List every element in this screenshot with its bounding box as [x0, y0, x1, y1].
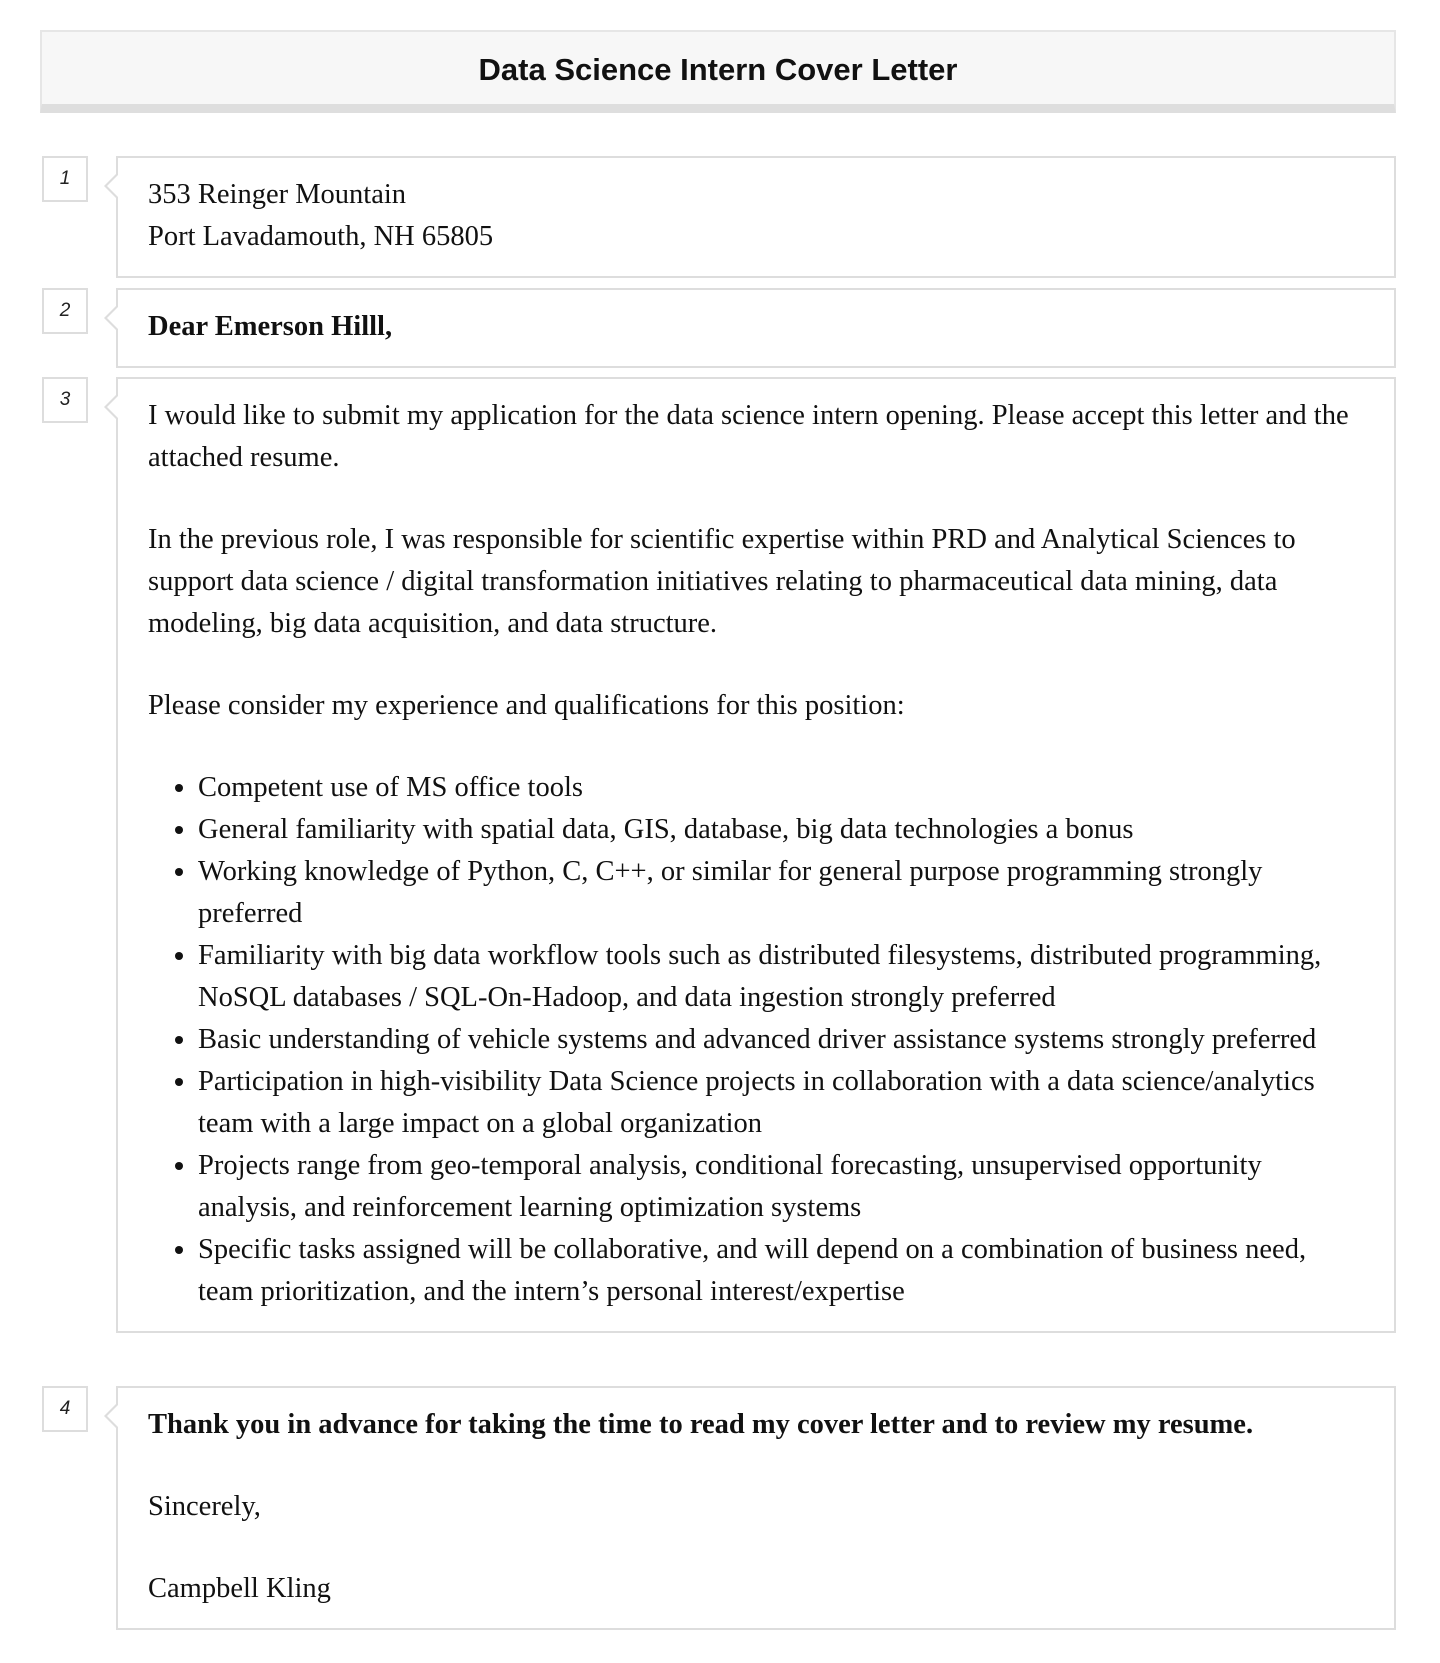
previous-role-paragraph: In the previous role, I was responsible for scientific expertise within PRD and Analytical Sciences to support data science / digital transformation initiatives relating to pharmaceutical data mining, data modeling, big data acquisition, and data structure. [148, 524, 1296, 639]
list-item: • Competent use of MS office tools [198, 767, 1364, 809]
section-number: 4 [42, 1386, 88, 1432]
address-block [116, 156, 1396, 278]
address-line-2: Port Lavadamouth, NH 65805 [148, 221, 494, 252]
list-item: • Basic understanding of vehicle systems and advanced driver assistance systems strongly preferred [198, 1019, 1364, 1061]
list-item: • Participation in high-visibility Data Science projects in collaboration with a data science/analytics team with a large impact on a global organization [198, 1061, 1364, 1145]
thanks-paragraph: Thank you in advance for taking the time to read my cover letter and to review my resume. [148, 1409, 1254, 1440]
section-number: 2 [42, 288, 88, 334]
greeting: Dear Emerson Hilll, [148, 311, 393, 342]
consider-paragraph: Please consider my experience and qualifications for this position: [148, 690, 905, 721]
closing: Sincerely, [148, 1491, 261, 1522]
address-line-1: 353 Reinger Mountain [148, 179, 407, 210]
letter-header [40, 30, 1396, 113]
qualifications-list [148, 767, 1364, 1313]
page-title: Data Science Intern Cover Letter [478, 52, 958, 87]
intro-paragraph: I would like to submit my application for the data science intern opening. Please accept this letter and the attached resume. [148, 400, 1349, 473]
body-block [116, 377, 1396, 1333]
closing-block [116, 1386, 1396, 1630]
list-item: • Projects range from geo-temporal analysis, conditional forecasting, unsupervised opportunity analysis, and reinforcement learning optimization systems [198, 1145, 1364, 1229]
section-number: 3 [42, 377, 88, 423]
signature: Campbell Kling [148, 1573, 331, 1604]
list-item: • Specific tasks assigned will be collaborative, and will depend on a combination of business need, team prioritization, and the intern’s personal interest/expertise [198, 1229, 1364, 1313]
greeting-block [116, 288, 1396, 368]
section-number: 1 [42, 156, 88, 202]
list-item: • General familiarity with spatial data, GIS, database, big data technologies a bonus [198, 809, 1364, 851]
list-item: • Working knowledge of Python, C, C++, or similar for general purpose programming strongly preferred [198, 851, 1364, 935]
list-item: • Familiarity with big data workflow tools such as distributed filesystems, distributed programming, NoSQL databases / SQL-On-Hadoop, and data ingestion strongly preferred [198, 935, 1364, 1019]
